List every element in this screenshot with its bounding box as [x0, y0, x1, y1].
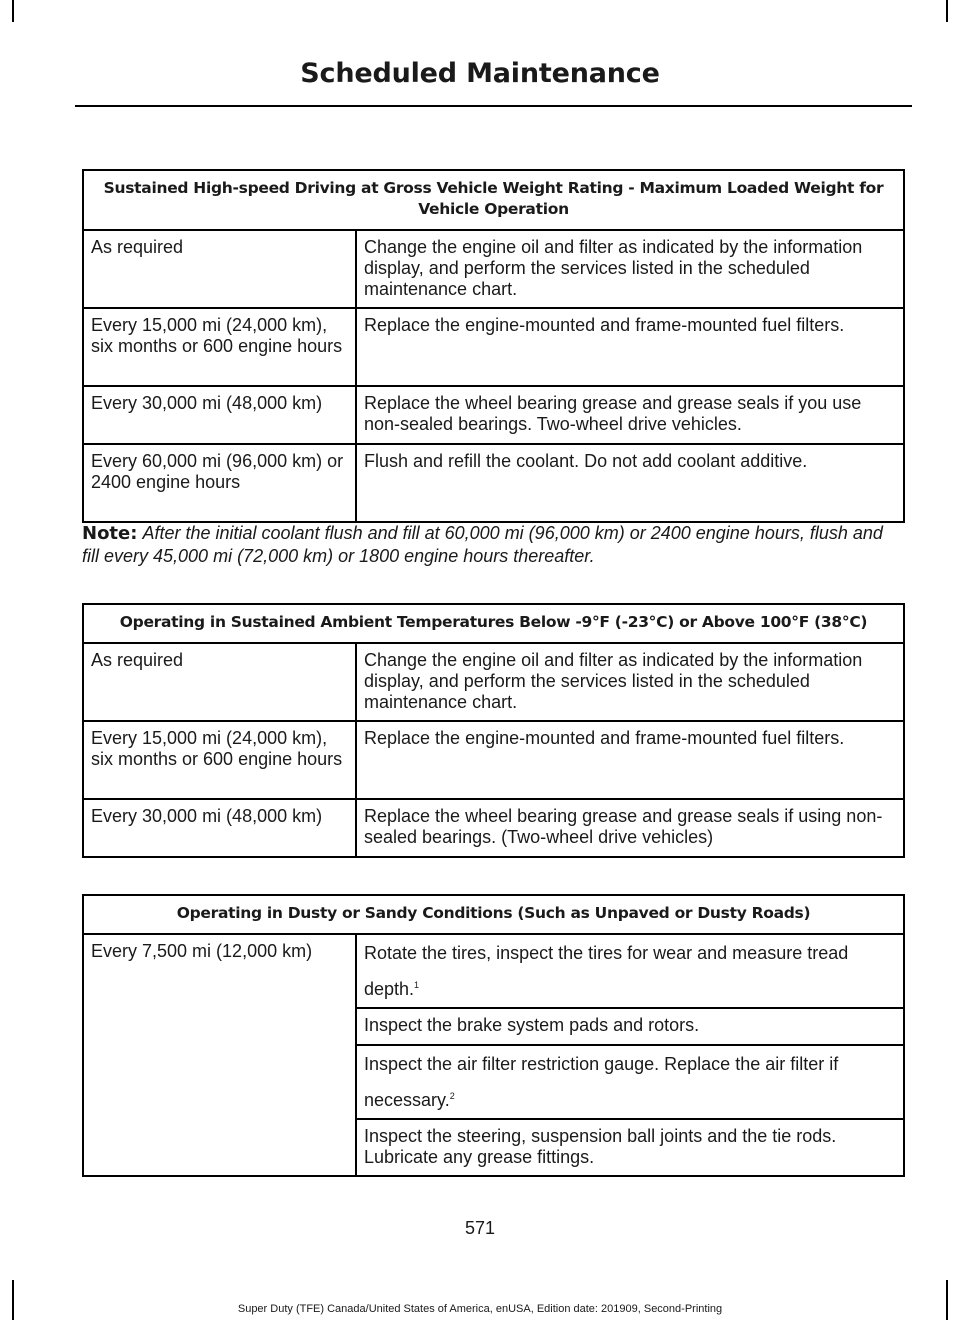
action-cell: Inspect the steering, suspension ball joints and the tie rods. Lubricate any grease fittings.	[356, 1119, 904, 1176]
table-row	[83, 444, 904, 522]
interval-cell: Every 15,000 mi (24,000 km), six months or 600 engine hours	[83, 721, 356, 799]
footnote-ref: 2	[449, 1091, 455, 1101]
action-cell: Replace the engine-mounted and frame-mounted fuel filters.	[356, 721, 904, 799]
table-dusty-conditions	[82, 894, 905, 1177]
action-cell: Change the engine oil and filter as indicated by the information display, and perform the services listed in the scheduled maintenance chart.	[356, 230, 904, 308]
table-row	[83, 721, 904, 799]
table-ambient-temperatures	[82, 603, 905, 858]
action-cell: Change the engine oil and filter as indicated by the information display, and perform the services listed in the scheduled maintenance chart.	[356, 643, 904, 721]
interval-cell: Every 15,000 mi (24,000 km), six months or 600 engine hours	[83, 308, 356, 386]
note	[82, 522, 902, 567]
table-row	[83, 799, 904, 857]
footer-edition-info: Super Duty (TFE) Canada/United States of America, enUSA, Edition date: 201909, Second-Printing	[237, 1303, 723, 1315]
action-cell: Replace the wheel bearing grease and grease seals if using non-sealed bearings. (Two-wheel drive vehicles)	[356, 799, 904, 857]
table-header-row	[83, 895, 904, 934]
table-header: Operating in Sustained Ambient Temperatures Below -9°F (-23°C) or Above 100°F (38°C)	[83, 604, 904, 643]
crop-mark-top-right	[946, 0, 948, 22]
action-cell	[356, 934, 904, 1008]
table-row	[83, 386, 904, 444]
page-title: Scheduled Maintenance	[300, 58, 660, 89]
interval-cell: As required	[83, 230, 356, 308]
action-cell: Flush and refill the coolant. Do not add coolant additive.	[356, 444, 904, 522]
interval-cell: Every 30,000 mi (48,000 km)	[83, 799, 356, 857]
action-cell: Replace the engine-mounted and frame-mounted fuel filters.	[356, 308, 904, 386]
table-header: Sustained High-speed Driving at Gross Vehicle Weight Rating - Maximum Loaded Weight for Vehicle Operation	[83, 170, 904, 230]
crop-mark-top-left	[12, 0, 14, 22]
action-text: Rotate the tires, inspect the tires for wear and measure tread depth.	[364, 943, 849, 999]
table-header: Operating in Dusty or Sandy Conditions (Such as Unpaved or Dusty Roads)	[83, 895, 904, 934]
page-number: 571	[464, 1218, 496, 1238]
table-row	[83, 934, 904, 1008]
interval-cell: As required	[83, 643, 356, 721]
table-header-row	[83, 170, 904, 230]
table-row	[83, 308, 904, 386]
note-label: Note:	[82, 523, 138, 544]
table-row	[83, 643, 904, 721]
action-cell: Inspect the brake system pads and rotors.	[356, 1008, 904, 1045]
interval-cell: Every 30,000 mi (48,000 km)	[83, 386, 356, 444]
action-text: Inspect the air filter restriction gauge. Replace the air filter if necessary.	[364, 1054, 839, 1110]
interval-cell: Every 60,000 mi (96,000 km) or 2400 engine hours	[83, 444, 356, 522]
action-cell	[356, 1045, 904, 1119]
table-high-speed-driving	[82, 169, 905, 523]
action-cell: Replace the wheel bearing grease and grease seals if you use non-sealed bearings. Two-wheel drive vehicles.	[356, 386, 904, 444]
table-header-row	[83, 604, 904, 643]
note-text: After the initial coolant flush and fill at 60,000 mi (96,000 km) or 2400 engine hours, flush and fill every 45,000 mi (72,000 km) or 1800 engine hours thereafter.	[82, 523, 883, 566]
footnote-ref: 1	[414, 980, 420, 990]
table-row	[83, 230, 904, 308]
title-rule	[75, 105, 912, 107]
interval-cell: Every 7,500 mi (12,000 km)	[83, 934, 356, 1176]
